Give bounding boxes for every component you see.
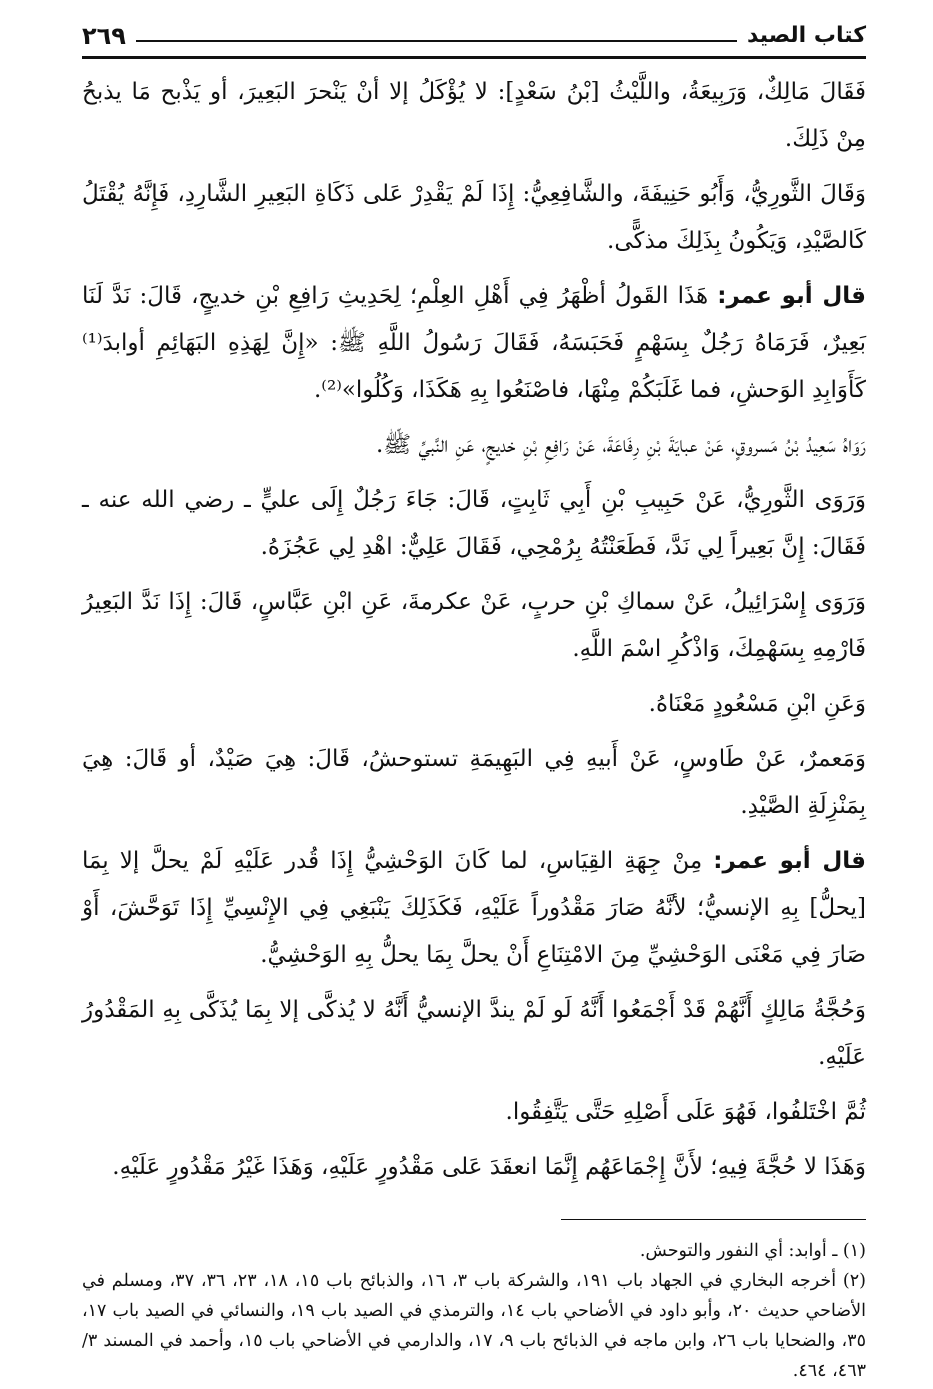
speaker-label: قال أبو عمر: — [713, 848, 866, 874]
footnote-separator — [82, 1199, 866, 1236]
book-title: كتاب الصيد — [747, 23, 866, 48]
page — [82, 14, 866, 1386]
speaker-label: قال أبو عمر: — [717, 283, 866, 309]
paragraph: قال أبو عمر: هَذَا القَولُ أظْهَرُ فِي أَهْلِ العِلْمِ؛ لِحَدِيثِ رَافِعِ بْنِ خديجٍ، قَالَ: نَدَّ لَنَا بَعِيرٌ، فَرَمَاهُ رَجُلٌ بِسَهْمٍ فَحَبَسَهُ، فَقَالَ رَسُولُ اللَّهِ ﷺ: «إِنَّ لِهَذِهِ البَهَائِمِ أوابدَ⁽¹⁾ كَأَوَابِدِ الوَحشِ، فما غَلَبَكُمْ مِنْهَا، فاصْنَعُوا بِهِ هَكَذَا، وَكُلُوا»⁽²⁾. — [82, 283, 866, 403]
page-number: ٢٦٩ — [82, 22, 126, 50]
footnote: (٢) أخرجه البخاري في الجهاد باب ١٩١، والشركة باب ٣، ١٦، والذبائح باب ١٥، ١٨، ٢٣، ٣٦، ٣٧، ومسلم في الأضاحي حديث ٢٠، وأبو داود في الأضاحي باب ١٤، والترمذي في الصيد باب ١٩، والنسائي في الصيد باب ١٧، ٣٥، والضحايا باب ٢٦، وابن ماجه في الذبائح باب ٩، ١٧، والدارمي في الأضاحي باب ١٥، وأحمد في المسند ٣/ ٤٦٣، ٤٦٤. — [82, 1271, 866, 1381]
page-header — [82, 14, 866, 50]
main-text — [82, 69, 866, 1191]
paragraph: وَرَوَى الثَّورِيُّ، عَنْ حَبِيبِ بْنِ أَبِي ثَابِتٍ، قَالَ: جَاءَ رَجُلٌ إِلَى عليٍّ ـ رضي الله عنه ـ فَقَالَ: إِنَّ بَعِيراً لِي نَدَّ، فَطَعَنْتُهُ بِرُمْحِي، فَقَالَ عَلِيٌّ: اهْدِ لِي عَجُزَهُ. — [82, 487, 866, 560]
paragraph: وَرَوَى إِسْرَائِيلُ، عَنْ سماكِ بْنِ حربٍ، عَنْ عكرمةَ، عَنِ ابْنِ عَبَّاسٍ، قَالَ: إِذَا نَدَّ البَعِيرُ فَارْمِهِ بِسَهْمِكَ، وَاذْكُرِ اسْمَ اللَّهِ. — [82, 589, 866, 662]
paragraph: وَحُجَّةُ مَالِكٍ أَنَّهُمْ قَدْ أَجْمَعُوا أَنَّهُ لَو لَمْ يندَّ الإنسيُّ أَنَّهُ لا يُذكَّى إلا بِمَا يُذَكَّى بِهِ المَقْدُورُ عَلَيْهِ. — [82, 997, 866, 1070]
paragraph: قال أبو عمر: مِنْ جِهَةِ القِيَاسِ، لما كَانَ الوَحْشِيُّ إِذَا قُدر عَلَيْهِ لَمْ يحلَّ إلا بِمَا [يحلُّ] بِهِ الإنسيُّ؛ لأنَّهُ صَارَ مَقْدُوراً عَلَيْهِ، فَكَذَلِكَ يَنْبَغِي فِي الإِنْسِيِّ إِذَا تَوَحَّشَ، أَوْ صَارَ فِي مَعْنَى الوَحْشِيِّ مِنَ الامْتِنَاعِ أَنْ يحلَّ بِمَا يحلُّ بِهِ الوَحْشِيُّ. — [82, 848, 866, 968]
paragraph: وَعَنِ ابْنِ مَسْعُودٍ مَعْنَاهُ. — [648, 691, 866, 717]
header-rule — [82, 56, 866, 59]
paragraph: رَوَاهُ سَعِيدُ بْنُ مَسروقٍ، عَنْ عبايَةَ بْنِ رِفَاعَةَ، عَنْ رَافِعِ بْنِ خديجٍ، عَنِ النَّبيِّ ﷺ. — [376, 432, 866, 458]
paragraph: وَمَعمرٌ، عَنْ طَاوسٍ، عَنْ أَبيهِ فِي البَهِيمَةِ تستوحشُ، قَالَ: هِيَ صَيْدٌ، أو قَالَ: هِيَ بِمَنْزِلَةِ الصَّيْدِ. — [82, 746, 866, 819]
footnotes — [82, 1236, 866, 1386]
header-line — [136, 40, 737, 42]
footnote-rule — [561, 1219, 866, 1220]
paragraph: ثُمَّ اخْتَلفُوا، فَهُوَ عَلَى أَصْلِهِ حَتَّى يَتَّفِقُوا. — [505, 1099, 866, 1125]
footnote: (١) ـ أوابد: أي النفور والتوحش. — [639, 1241, 866, 1261]
paragraph: وَقَالَ الثَّورِيُّ، وَأَبُو حَنِيفَةَ، والشَّافِعِيُّ: إِذَا لَمْ يَقْدِرْ عَلى ذَكَاةِ البَعِيرِ الشَّارِدِ، فَإِنَّهُ يُقْتَلُ كَالصَّيْدِ، وَيَكُونُ بِذَلِكَ مذكًّى. — [82, 181, 866, 254]
paragraph: وَهَذَا لا حُجَّةَ فِيهِ؛ لأَنَّ إِجْمَاعَهُم إِنَّمَا انعقَدَ عَلى مَقْدُورٍ عَلَيْهِ، وَهَذَا غَيْرُ مَقْدُورٍ عَلَيْهِ. — [112, 1154, 866, 1180]
paragraph: فَقَالَ مَالِكٌ، وَرَبِيعَةُ، واللَّيْثُ [بْنُ سَعْدٍ]: لا يُؤْكَلُ إلا أنْ يَنْحرَ البَعِيرَ، أو يَذْبح مَا يذبحُ مِنْ ذَلِكَ. — [82, 79, 866, 152]
